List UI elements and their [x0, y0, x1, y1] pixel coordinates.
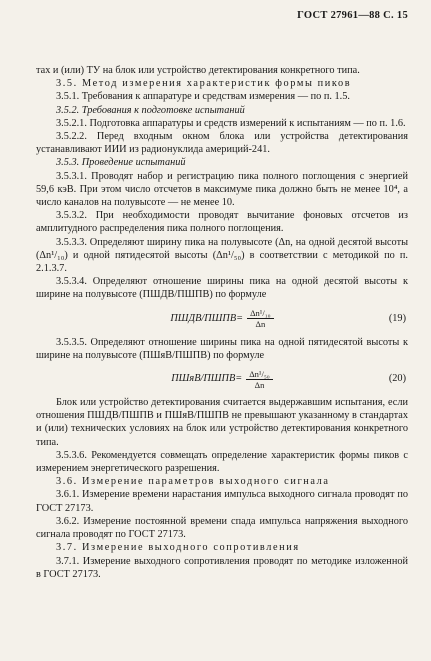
- paragraph: тах и (или) ТУ на блок или устройство детектирования конкретного типа.: [36, 65, 360, 76]
- formula-numerator: Δn¹/₅₀: [246, 369, 273, 380]
- paragraph: 3.5.3.1. Проводят набор и регистрацию пика полного поглощения с энергией 59,6 кэВ. При этом число отсчетов в максимуме пика должно быть не менее 10⁴, а число каналов на полувысоте — не менее 10.: [36, 170, 408, 209]
- paragraph: 3.5.3.4. Определяют отношение ширины пика на одной десятой высоты к ширине на полувысоте (ПШДВ/ПШПВ) по формуле: [36, 276, 408, 301]
- page-header: ГОСТ 27961—88 С. 15: [297, 10, 408, 21]
- subsection-heading: 3.5.3. Проведение испытаний: [56, 157, 186, 169]
- paragraph: Блок или устройство детектирования считается выдержавшим испытания, если отношения ПШДВ/ПШПВ и ПШяВ/ПШПВ не превышают указанному в стандартах и (или) технических условиях на блок или устройство детектирования конкретного типа.: [36, 397, 408, 448]
- section-heading: 3.7. Измерение выходного сопротивления: [56, 542, 300, 554]
- document-body: [36, 64, 408, 581]
- paragraph: 3.5.3.3. Определяют ширину пика на полувысоте (Δn, на одной десятой высоты (Δn¹/₁₀) и одной пятидесятой высоты (Δn¹/₅₀) в соответствии с методикой по п. 2.1.3.7.: [36, 236, 408, 275]
- formula-numerator: Δn¹/₁₀: [247, 308, 274, 319]
- subsection-heading: 3.5.2. Требования к подготовке испытаний: [56, 104, 245, 116]
- formula-19: [36, 304, 408, 334]
- paragraph: 3.5.2.1. Подготовка аппаратуры и средств измерений к испытаниям — по п. 1.6.: [56, 117, 406, 129]
- paragraph: 3.5.3.6. Рекомендуется совмещать определение характеристик формы пиков с измерением энергетического разрешения.: [36, 449, 408, 475]
- paragraph: 3.5.3.5. Определяют отношение ширины пика на одной пятидесятой высоты к ширине на полувысоте (ПШяВ/ПШПВ) по формуле: [36, 336, 408, 361]
- paragraph: 3.5.2.2. Перед входным окном блока или устройства детектирования устанавливают ИИИ из радионуклида америций-241.: [36, 131, 408, 156]
- formula-lhs: ПШяВ/ПШПВ=: [171, 373, 243, 385]
- section-heading: 3.5. Метод измерения характеристик формы пиков: [56, 78, 352, 90]
- formula-number: (19): [388, 312, 406, 324]
- formula-denominator: Δn: [255, 319, 266, 330]
- paragraph: 3.6.2. Измерение постоянной времени спада импульса напряжения выходного сигнала проводят по ГОСТ 27173.: [36, 515, 408, 541]
- formula-20: [36, 364, 408, 394]
- formula-fraction: [247, 308, 274, 329]
- section-heading: 3.6. Измерение параметров выходного сигнала: [56, 476, 330, 488]
- formula-fraction: [246, 369, 273, 390]
- paragraph: 3.5.1. Требования к аппаратуре и средствам измерения — по п. 1.5.: [56, 91, 350, 103]
- formula-number: (20): [388, 373, 406, 385]
- paragraph: 3.7.1. Измерение выходного сопротивления проводят по методике изложенной в ГОСТ 27173.: [36, 555, 408, 580]
- formula-lhs: ПШДВ/ПШПВ=: [170, 313, 244, 325]
- paragraph: 3.6.1. Измерение времени нарастания импульса выходного сигнала проводят по ГОСТ 27173.: [36, 489, 408, 514]
- paragraph: 3.5.3.2. При необходимости проводят вычитание фоновых отсчетов из амплитудного распределения пика полного поглощения.: [36, 210, 408, 235]
- formula-denominator: Δn: [254, 379, 265, 390]
